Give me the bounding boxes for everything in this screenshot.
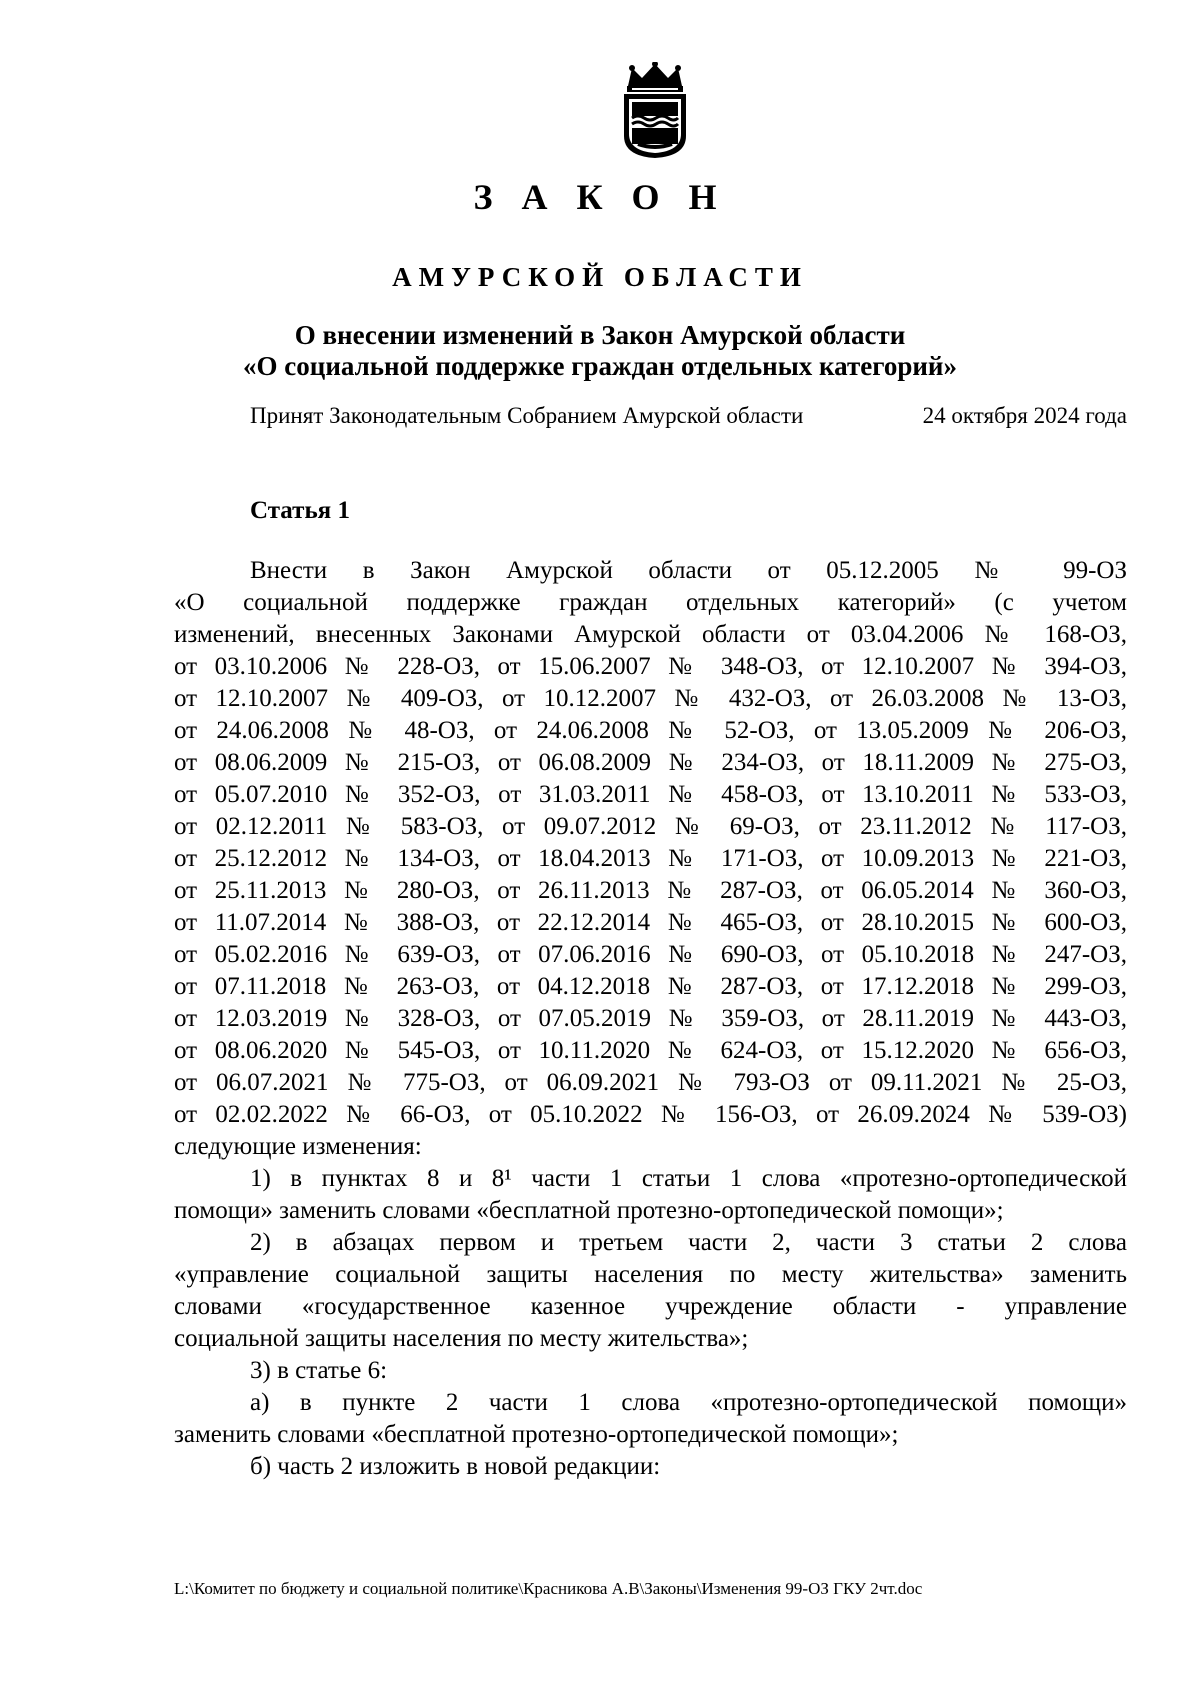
body-line: 3) в статье 6: <box>250 1357 388 1384</box>
body-line: помощи» заменить словами «бесплатной протезно-ортопедической помощи»; <box>174 1197 1004 1224</box>
article-heading: Статья 1 <box>250 497 350 524</box>
body-line: от 05.02.2016 № 639-ОЗ, от 07.06.2016 № 690-ОЗ, от 05.10.2018 № 247-ОЗ, <box>174 941 1127 968</box>
body-line: от 08.06.2009 № 215-ОЗ, от 06.08.2009 № 234-ОЗ, от 18.11.2009 № 275-ОЗ, <box>174 749 1127 776</box>
body-line: от 06.07.2021 № 775-ОЗ, от 06.09.2021 № 793-ОЗ от 09.11.2021 № 25-ОЗ, <box>174 1069 1127 1096</box>
body-line: от 02.12.2011 № 583-ОЗ, от 09.07.2012 № 69-ОЗ, от 23.11.2012 № 117-ОЗ, <box>174 813 1127 840</box>
amur-region-coat-of-arms-icon <box>618 62 692 160</box>
body-line: от 05.07.2010 № 352-ОЗ, от 31.03.2011 № 458-ОЗ, от 13.10.2011 № 533-ОЗ, <box>174 781 1127 808</box>
body-line: следующие изменения: <box>174 1133 422 1160</box>
body-line: социальной защиты населения по месту жительства»; <box>174 1325 749 1352</box>
article-body <box>174 555 1127 1483</box>
body-line: заменить словами «бесплатной протезно-ортопедической помощи»; <box>174 1421 899 1448</box>
body-line: от 12.10.2007 № 409-ОЗ, от 10.12.2007 № 432-ОЗ, от 26.03.2008 № 13-ОЗ, <box>174 685 1127 712</box>
file-path-footer: L:\Комитет по бюджету и социальной политике\Красникова А.В\Законы\Изменения 99-ОЗ ГКУ 2чт.doc <box>174 1579 923 1598</box>
body-line: от 03.10.2006 № 228-ОЗ, от 15.06.2007 № 348-ОЗ, от 12.10.2007 № 394-ОЗ, <box>174 653 1127 680</box>
body-line: 2) в абзацах первом и третьем части 2, части 3 статьи 2 слова <box>250 1229 1127 1256</box>
body-line: от 11.07.2014 № 388-ОЗ, от 22.12.2014 № 465-ОЗ, от 28.10.2015 № 600-ОЗ, <box>174 909 1127 936</box>
body-line: от 25.11.2013 № 280-ОЗ, от 26.11.2013 № 287-ОЗ, от 06.05.2014 № 360-ОЗ, <box>174 877 1127 904</box>
document-type-title: З А К О Н <box>473 177 727 217</box>
body-line: б) часть 2 изложить в новой редакции: <box>250 1453 661 1480</box>
adopted-by: Принят Законодательным Собранием Амурской области <box>250 403 804 428</box>
body-line: изменений, внесенных Законами Амурской области от 03.04.2006 № 168-ОЗ, <box>174 621 1127 648</box>
law-subtitle-line-1: О внесении изменений в Закон Амурской области <box>294 320 906 350</box>
body-line: от 25.12.2012 № 134-ОЗ, от 18.04.2013 № 171-ОЗ, от 10.09.2013 № 221-ОЗ, <box>174 845 1127 872</box>
body-line: 1) в пунктах 8 и 8¹ части 1 статьи 1 слова «протезно-ортопедической <box>250 1165 1127 1192</box>
body-line: от 12.03.2019 № 328-ОЗ, от 07.05.2019 № 359-ОЗ, от 28.11.2019 № 443-ОЗ, <box>174 1005 1127 1032</box>
body-line: Внести в Закон Амурской области от 05.12.2005 № 99-ОЗ <box>250 557 1127 584</box>
body-line: «О социальной поддержке граждан отдельных категорий» (с учетом <box>174 589 1127 616</box>
law-subtitle-line-2: «О социальной поддержке граждан отдельных категорий» <box>243 351 957 381</box>
law-subtitle <box>0 320 1200 382</box>
body-line: словами «государственное казенное учреждение области - управление <box>174 1293 1127 1320</box>
body-line: от 08.06.2020 № 545-ОЗ, от 10.11.2020 № 624-ОЗ, от 15.12.2020 № 656-ОЗ, <box>174 1037 1127 1064</box>
body-line: от 24.06.2008 № 48-ОЗ, от 24.06.2008 № 52-ОЗ, от 13.05.2009 № 206-ОЗ, <box>174 717 1127 744</box>
body-line: а) в пункте 2 части 1 слова «протезно-ортопедической помощи» <box>250 1389 1127 1416</box>
adoption-date: 24 октября 2024 года <box>922 403 1127 428</box>
body-line: «управление социальной защиты населения по месту жительства» заменить <box>174 1261 1127 1288</box>
region-title: АМУРСКОЙ ОБЛАСТИ <box>392 262 808 292</box>
body-line: от 07.11.2018 № 263-ОЗ, от 04.12.2018 № 287-ОЗ, от 17.12.2018 № 299-ОЗ, <box>174 973 1127 1000</box>
body-line: от 02.02.2022 № 66-ОЗ, от 05.10.2022 № 156-ОЗ, от 26.09.2024 № 539-ОЗ) <box>174 1101 1127 1128</box>
